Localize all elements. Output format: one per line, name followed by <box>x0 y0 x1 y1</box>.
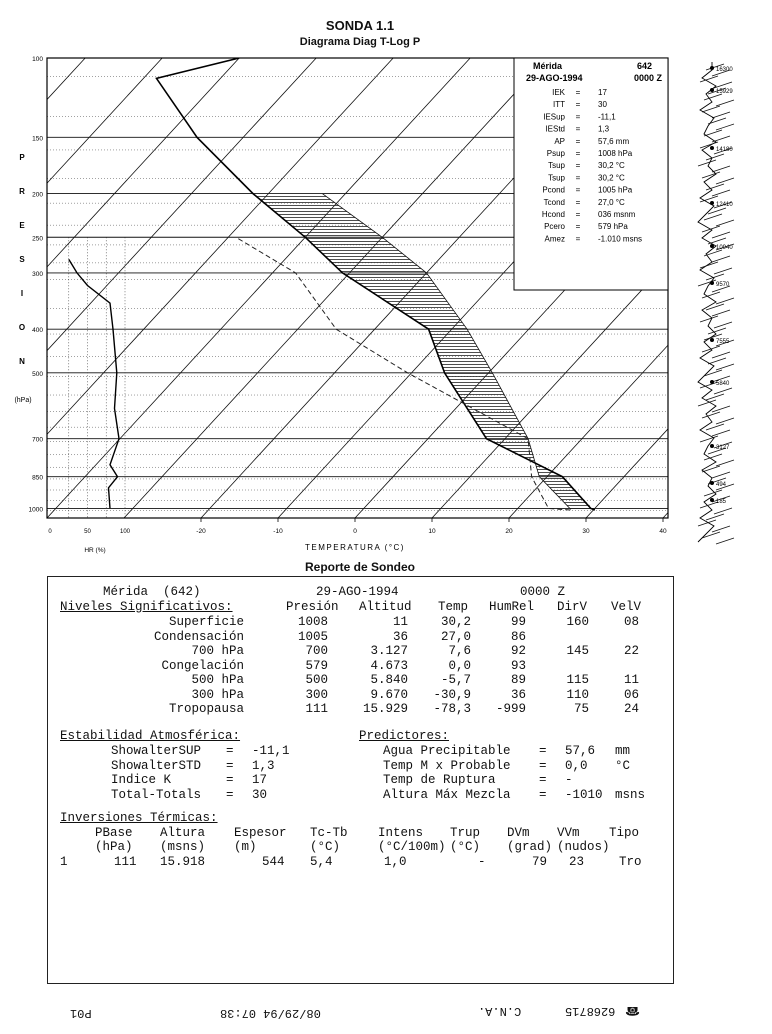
sig-row-altitude: 5.840 <box>370 673 409 687</box>
inversion-col-header: Altura <box>160 826 206 840</box>
sig-row-temp: 7,6 <box>448 644 472 658</box>
wind-level-label: 15929 <box>716 89 733 95</box>
sig-levels-title: Niveles Significativos: <box>60 600 233 614</box>
sig-row-temp: -5,7 <box>441 673 472 687</box>
inversion-col-header: Trup <box>450 826 481 840</box>
sig-row-name: 500 hPa <box>191 673 245 687</box>
inversion-col-unit: (°C/100m) <box>378 840 446 854</box>
wind-barb <box>712 472 730 478</box>
wind-barb <box>704 454 722 460</box>
predictor-eq: = <box>539 773 547 787</box>
wind-barb <box>708 358 726 364</box>
stability-title: Estabilidad Atmosférica: <box>60 729 241 743</box>
sig-row-altitude: 4.673 <box>370 658 409 673</box>
sig-row-name: Superficie <box>169 615 245 629</box>
info-row-value: 1,3 <box>598 124 610 134</box>
wind-level-label: 12410 <box>716 202 733 208</box>
sig-row-wind-speed: 06 <box>624 687 640 702</box>
info-row-value: -11,1 <box>598 112 616 122</box>
sig-row-wind-speed: 22 <box>624 644 640 658</box>
info-row-value: 30,2 °C <box>598 161 625 171</box>
info-row-value: 30 <box>598 100 607 110</box>
sig-row-wind-dir: 145 <box>566 644 590 658</box>
wind-barb <box>712 310 730 316</box>
sig-row-pressure: 500 <box>305 673 329 687</box>
report-title: Reporte de Sondeo <box>304 560 415 574</box>
info-station-id: 642 <box>636 61 652 71</box>
sig-row-humidity: 92 <box>511 644 527 658</box>
info-row-value: 17 <box>598 88 607 97</box>
info-row-value: 27,0 °C <box>598 197 625 207</box>
predictor-value: 57,6 <box>565 744 596 758</box>
predictor-eq: = <box>539 744 547 758</box>
wind-level-dot <box>710 481 714 485</box>
wind-barb <box>716 364 734 370</box>
predictors-title: Predictores: <box>359 729 450 743</box>
inversion-row-cell: - <box>478 855 486 869</box>
stability-key: ShowalterSTD <box>111 758 202 773</box>
x-tick-label: -20 <box>196 528 206 535</box>
stability-eq: = <box>226 758 234 773</box>
sig-row-wind-speed: 11 <box>624 673 640 687</box>
wind-barb <box>716 220 734 226</box>
info-row-eq: = <box>575 234 581 244</box>
info-row-key: ITT <box>553 100 565 110</box>
sig-row-wind-dir: 75 <box>574 702 590 716</box>
wind-level-label: 7555 <box>716 339 730 345</box>
y-tick-label: 250 <box>32 235 43 243</box>
hr-axis-label: HR (%) <box>84 547 106 554</box>
info-date: 29-AGO-1994 <box>526 73 583 83</box>
wind-level-label: 185 <box>716 499 727 505</box>
sig-row-wind-speed: 08 <box>624 615 640 629</box>
info-station: Mérida <box>533 61 563 71</box>
predictor-value: -1010 <box>565 787 603 802</box>
sig-col-header: Temp <box>438 600 469 614</box>
inversion-row-cell: 5,4 <box>310 855 333 869</box>
inversion-row-cell: 111 <box>114 855 137 869</box>
info-time: 0000 Z <box>633 73 662 83</box>
sig-row-pressure: 111 <box>305 702 329 716</box>
wind-level-dot <box>710 444 714 448</box>
info-row-eq: = <box>575 124 581 134</box>
inversion-col-unit: (nudos) <box>557 840 610 854</box>
wind-level-dot <box>710 380 714 384</box>
info-row-key: Amez <box>544 234 565 244</box>
sig-row-wind-dir: 115 <box>566 673 590 687</box>
stability-key: ShowalterSUP <box>111 744 202 758</box>
y-tick-label: 500 <box>32 370 43 378</box>
sig-row-pressure: 1008 <box>298 615 329 629</box>
predictor-unit: mm <box>615 744 631 758</box>
info-row-value: 57,6 mm <box>598 136 630 146</box>
info-row-value: -1.010 msns <box>598 234 643 244</box>
sig-row-name: Condensación <box>154 629 245 644</box>
wind-level-label: 10940 <box>716 245 733 251</box>
wind-level-label: 14180 <box>716 147 733 153</box>
wind-barb <box>716 178 734 184</box>
y-tick-label: 400 <box>32 327 43 335</box>
wind-barb <box>714 388 732 394</box>
inversions-title: Inversiones Térmicas: <box>60 811 218 825</box>
info-row-eq: = <box>575 197 581 207</box>
wind-barb <box>700 316 718 322</box>
predictor-eq: = <box>539 787 547 802</box>
inversion-col-header: VVm <box>557 826 580 840</box>
stability-value: 1,3 <box>252 758 275 773</box>
wind-level-dot <box>710 88 714 92</box>
sig-col-header: Presión <box>286 600 339 614</box>
x-tick-label: 20 <box>505 528 513 535</box>
sig-row-altitude: 9.670 <box>370 687 409 702</box>
wind-barb <box>702 412 720 418</box>
wind-barb <box>712 166 730 172</box>
wind-barb <box>712 136 730 142</box>
wind-barb <box>706 424 724 430</box>
inversion-col-unit: (°C) <box>450 840 481 854</box>
predictor-unit: msns <box>615 787 646 802</box>
info-row-value: 036 msnm <box>598 210 636 219</box>
sig-row-wind-dir: 110 <box>566 687 590 702</box>
x-axis-label: TEMPERATURA (°C) <box>305 543 405 552</box>
inversion-row-cell: 1 <box>60 855 68 869</box>
hr-tick-label: 100 <box>119 529 131 535</box>
predictor-key: Temp M x Probable <box>383 758 511 773</box>
inversion-col-header: Tipo <box>609 826 640 840</box>
stability-value: -11,1 <box>252 744 290 758</box>
info-row-value: 1005 hPa <box>598 185 633 195</box>
wind-barb <box>714 268 732 274</box>
predictor-eq: = <box>539 758 547 773</box>
sig-row-humidity: -999 <box>496 702 527 716</box>
info-row-eq: = <box>575 88 581 97</box>
predictor-key: Temp de Ruptura <box>383 773 496 787</box>
inversion-col-unit: (msns) <box>160 840 206 854</box>
x-tick-label: 0 <box>353 528 357 535</box>
x-tick-label: 10 <box>428 528 436 535</box>
sig-row-pressure: 700 <box>305 644 329 658</box>
y-axis-letter: E <box>19 221 25 230</box>
sig-row-altitude: 36 <box>393 629 409 644</box>
info-row-value: 579 hPa <box>598 222 628 232</box>
inversion-col-unit: (hPa) <box>95 840 133 854</box>
wind-barb <box>712 232 730 238</box>
y-tick-label: 300 <box>32 270 43 278</box>
fax-phone-icon: ☎ <box>625 1004 640 1018</box>
sig-row-temp: -78,3 <box>433 702 472 716</box>
sig-row-temp: 30,2 <box>441 615 472 629</box>
y-axis-letter: O <box>18 323 26 332</box>
y-tick-label: 150 <box>32 135 43 143</box>
wind-level-dot <box>710 201 714 205</box>
wind-barb <box>714 322 732 328</box>
x-tick-label: 30 <box>582 528 590 535</box>
wind-barb <box>698 160 716 166</box>
inversion-col-unit: (°C) <box>310 840 341 854</box>
wind-barb <box>716 124 734 130</box>
wind-barb <box>706 304 724 310</box>
wind-barb <box>706 394 724 400</box>
info-row-key: AP <box>554 136 565 146</box>
sig-row-humidity: 36 <box>511 687 527 702</box>
sig-row-altitude: 3.127 <box>370 644 409 658</box>
stability-key: Total-Totals <box>111 787 202 802</box>
wind-barb <box>712 430 730 436</box>
inversion-col-unit: (m) <box>234 840 257 854</box>
inversion-col-header: Tc-Tb <box>310 826 348 840</box>
predictor-key: Altura Máx Mezcla <box>383 787 511 802</box>
wind-level-dot <box>710 338 714 342</box>
sig-col-header: HumRel <box>489 600 535 614</box>
x-tick-label: -10 <box>273 528 283 535</box>
wind-barb <box>716 418 734 424</box>
wind-barb <box>716 100 734 106</box>
inversion-col-header: Intens <box>378 826 424 840</box>
wind-barb <box>716 298 734 304</box>
stability-eq: = <box>226 773 234 787</box>
sig-col-header: VelV <box>611 600 642 614</box>
info-row-eq: = <box>575 136 581 146</box>
inversion-row-cell: 1,0 <box>384 855 407 869</box>
wind-barb <box>704 130 722 136</box>
info-row-key: Hcond <box>541 210 565 219</box>
report-box <box>47 576 674 984</box>
sig-row-name: Congelación <box>161 658 245 673</box>
inversion-row-cell: 15.918 <box>160 855 206 869</box>
predictor-key: Agua Precipitable <box>383 744 511 758</box>
y-axis-letter: P <box>19 153 25 162</box>
sig-row-wind-dir: 160 <box>566 615 590 629</box>
wind-level-label: 9570 <box>716 282 730 288</box>
wind-barb <box>712 526 730 532</box>
y-axis-letter: R <box>19 187 25 196</box>
footer-datetime: 08/29/94 07:38 <box>220 1006 321 1020</box>
wind-level-label: 3127 <box>716 445 730 451</box>
predictor-value: - <box>565 773 573 787</box>
sig-row-name: 300 hPa <box>191 687 245 702</box>
wind-barb <box>716 538 734 544</box>
y-axis-letter: I <box>20 289 24 298</box>
wind-level-dot <box>710 146 714 150</box>
wind-level-dot <box>710 281 714 285</box>
wind-level-dot <box>710 244 714 248</box>
y-tick-label: 1000 <box>28 506 43 514</box>
hr-tick-label: 0 <box>48 529 52 535</box>
wind-level-dot <box>710 66 714 70</box>
wind-level-dot <box>710 498 714 502</box>
info-row-key: Tcond <box>543 197 565 207</box>
wind-level-label: 494 <box>716 482 727 488</box>
sig-row-name: 700 hPa <box>191 644 245 658</box>
info-row-eq: = <box>575 100 581 110</box>
info-row-key: IEStd <box>545 124 565 134</box>
hr-tick-label: 50 <box>84 529 91 535</box>
wind-barb <box>700 436 718 442</box>
sig-row-humidity: 89 <box>511 673 527 687</box>
report-station: Mérida (642) <box>103 585 201 599</box>
wind-barb <box>702 466 720 472</box>
info-row-key: Tsup <box>548 161 565 171</box>
info-row-key: IESup <box>543 112 565 122</box>
report-time: 0000 Z <box>520 585 566 599</box>
inversion-col-header: Espesor <box>234 826 287 840</box>
predictor-value: 0,0 <box>565 758 588 773</box>
report-date: 29-AGO-1994 <box>316 585 399 599</box>
wind-level-label: 16300 <box>716 67 733 73</box>
inversion-row-cell: 23 <box>569 855 585 869</box>
info-row-key: Tsup <box>548 173 565 183</box>
wind-barb <box>714 508 732 514</box>
sig-row-pressure: 579 <box>305 658 329 673</box>
wind-barb <box>700 262 718 268</box>
sig-row-pressure: 1005 <box>298 629 329 644</box>
wind-barb <box>712 112 730 118</box>
y-axis-letter: N <box>19 357 25 366</box>
stability-eq: = <box>226 744 234 758</box>
y-axis-letter: S <box>19 255 25 264</box>
stability-key: Indice K <box>111 773 172 787</box>
sig-row-pressure: 300 <box>305 687 329 702</box>
inversion-col-unit: (grad) <box>507 840 553 854</box>
y-tick-label: 700 <box>32 436 43 444</box>
wind-barb <box>716 460 734 466</box>
inversion-col-header: DVm <box>507 826 530 840</box>
sig-row-temp: -30,9 <box>433 687 472 702</box>
stability-value: 17 <box>252 773 268 787</box>
wind-barb <box>708 118 726 124</box>
sig-row-humidity: 93 <box>511 658 527 673</box>
info-row-eq: = <box>575 222 581 232</box>
sig-row-temp: 0,0 <box>448 658 472 673</box>
stability-eq: = <box>226 787 234 802</box>
info-row-eq: = <box>575 185 581 195</box>
info-row-eq: = <box>575 210 581 219</box>
x-tick-label: 40 <box>659 528 667 535</box>
sig-col-header: DirV <box>557 600 588 614</box>
info-row-key: Pcero <box>544 222 565 232</box>
predictor-unit: °C <box>615 758 631 773</box>
wind-barb <box>708 238 726 244</box>
y-axis-unit: (hPa) <box>14 397 32 404</box>
info-row-key: IEK <box>552 88 565 97</box>
inversion-col-header: PBase <box>95 826 133 840</box>
info-row-eq: = <box>575 161 581 171</box>
sig-col-header: Altitud <box>359 600 412 614</box>
footer-org: C.N.A. <box>478 1004 522 1018</box>
sig-row-temp: 27,0 <box>441 629 472 644</box>
sig-row-altitude: 11 <box>393 615 409 629</box>
wind-barb <box>704 214 722 220</box>
wind-barb <box>712 256 730 262</box>
chart-subtitle: Diagrama Diag T-Log P <box>299 36 421 48</box>
info-row-value: 1008 hPa <box>598 149 633 158</box>
info-row-key: Pcond <box>542 185 565 195</box>
info-row-value: 30,2 °C <box>598 173 625 183</box>
wind-barb <box>712 190 730 196</box>
footer-page: P01 <box>70 1006 92 1020</box>
sig-row-name: Tropopausa <box>169 702 245 716</box>
y-tick-label: 200 <box>32 191 43 199</box>
y-tick-label: 850 <box>32 474 43 482</box>
wind-barb <box>714 82 732 88</box>
sig-row-humidity: 86 <box>511 629 527 644</box>
stability-value: 30 <box>252 787 268 802</box>
y-tick-label: 100 <box>32 56 43 63</box>
sig-row-humidity: 99 <box>511 615 527 629</box>
sig-row-altitude: 15.929 <box>363 702 409 716</box>
info-row-eq: = <box>575 149 581 158</box>
wind-barb <box>712 352 730 358</box>
page-title: SONDA 1.1 <box>325 18 395 33</box>
inversion-row-cell: Tro <box>619 855 642 869</box>
footer-fax-number: 6268715 <box>565 1004 616 1018</box>
inversion-row-cell: 544 <box>262 855 285 869</box>
wind-barb <box>706 514 724 520</box>
info-row-eq: = <box>575 173 581 183</box>
info-row-key: Psup <box>546 149 565 158</box>
wind-level-label: 5840 <box>716 381 730 387</box>
sig-row-wind-speed: 24 <box>624 702 640 716</box>
inversion-row-cell: 79 <box>532 855 548 869</box>
info-row-eq: = <box>575 112 581 122</box>
